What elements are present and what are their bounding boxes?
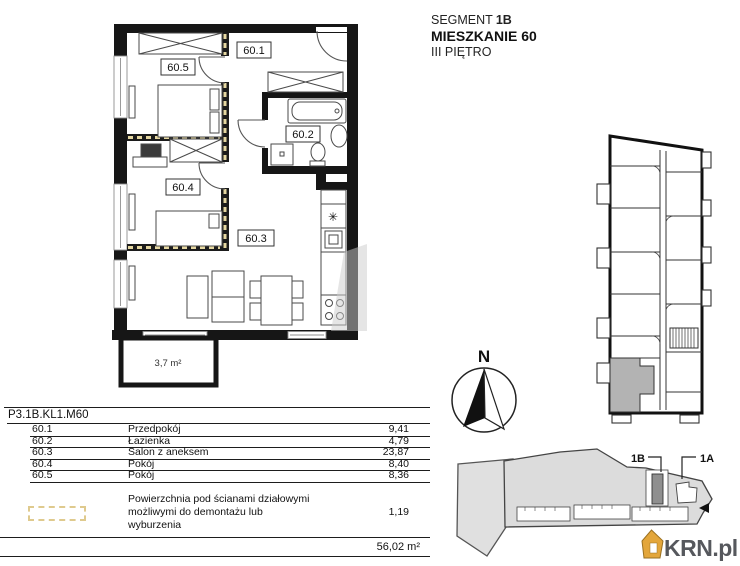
apartment-title: MIESZKANIE 60 [431, 28, 537, 44]
row-area: 9,41 [388, 423, 409, 435]
svg-text:60.3: 60.3 [245, 233, 267, 245]
segment-value: 1B [495, 13, 512, 27]
demountable-wall-swatch [28, 506, 86, 521]
table-rule [30, 482, 430, 483]
row-area: 8,36 [388, 469, 409, 482]
staircase [670, 328, 698, 348]
table-row [0, 459, 430, 471]
legend-area: 1,19 [388, 506, 409, 518]
floor-label: III PIĘTRO [431, 45, 492, 59]
door-arc-60-5 [199, 57, 225, 83]
segment-1b-marker [652, 474, 663, 504]
row-name: Przedpokój [128, 423, 181, 435]
row-code: 60.4 [32, 457, 53, 470]
site-balcony-rows [517, 505, 688, 521]
armchair [187, 276, 208, 318]
fridge-marker: ✳ [327, 210, 339, 224]
segment-label: SEGMENT [431, 13, 493, 27]
table-title: P3.1B.KL1.M60 [8, 409, 89, 421]
door-arc-60-4 [199, 163, 225, 189]
bed-60-4 [156, 211, 222, 246]
room-label-60-2 [286, 126, 320, 142]
svg-text:60.1: 60.1 [243, 45, 265, 57]
sofa [212, 271, 244, 322]
radiator-60-5 [129, 86, 135, 118]
balcony [121, 338, 216, 385]
table-rule [4, 407, 430, 408]
svg-text:60.4: 60.4 [172, 182, 194, 194]
row-area: 4,79 [388, 434, 409, 447]
washing-machine [271, 144, 293, 165]
building-key-plan [597, 136, 711, 423]
north-label: N [477, 347, 491, 366]
floor-plan [112, 24, 367, 385]
total-area: 56,02 m² [376, 541, 420, 553]
row-area: 23,87 [382, 446, 409, 459]
row-code: 60.1 [32, 423, 53, 435]
table-row [0, 470, 430, 482]
row-name: Salon z aneksem [128, 446, 209, 459]
toilet [310, 143, 325, 166]
wardrobe-60-5 [139, 33, 222, 54]
entrance-door-arc [317, 31, 347, 61]
sink [331, 125, 347, 147]
row-name: Pokój [128, 457, 155, 470]
table-rule [0, 556, 430, 557]
furniture [129, 33, 347, 325]
wardrobe-60-4 [170, 139, 222, 162]
krn-logo [642, 530, 738, 561]
plan-header [431, 12, 537, 60]
table-row [0, 436, 430, 448]
svg-text:60.5: 60.5 [167, 62, 189, 74]
entrance-gap [316, 27, 347, 32]
desk-60-4 [133, 157, 167, 167]
segment-1a-label: 1A [700, 453, 715, 465]
row-name: Łazienka [128, 434, 171, 447]
row-code: 60.5 [32, 469, 53, 482]
row-code: 60.3 [32, 446, 53, 459]
logo-text: KRN.pl [664, 535, 738, 561]
room-label-60-1 [237, 42, 271, 58]
bed-60-5 [158, 85, 222, 137]
radiator-60-3 [129, 266, 135, 300]
door-arc-bathroom [238, 120, 265, 147]
row-code: 60.2 [32, 434, 53, 447]
radiator-60-4 [129, 194, 135, 230]
table-rule [0, 537, 430, 538]
segment-line [431, 12, 537, 28]
row-area: 8,40 [388, 457, 409, 470]
dining-set [250, 276, 303, 325]
balcony-area-label: 3,7 m² [154, 358, 182, 369]
row-name: Pokój [128, 469, 155, 482]
wardrobe-60-1 [268, 72, 343, 92]
room-label-60-4 [166, 179, 200, 195]
room-label-60-5 [161, 59, 195, 75]
table-row [0, 424, 430, 436]
svg-text:60.2: 60.2 [292, 129, 314, 141]
segment-1b-label: 1B [630, 453, 645, 465]
north-needle [463, 369, 485, 427]
desk-chair-60-4 [141, 144, 161, 157]
bathtub [288, 99, 346, 123]
legend-description: Powierzchnia pod ścianami działowymi możliwymi do demontażu lub wyburzenia [128, 493, 310, 531]
north-compass [452, 347, 516, 432]
table-row [0, 447, 430, 459]
room-label-60-3 [238, 230, 274, 246]
area-table [0, 405, 430, 563]
